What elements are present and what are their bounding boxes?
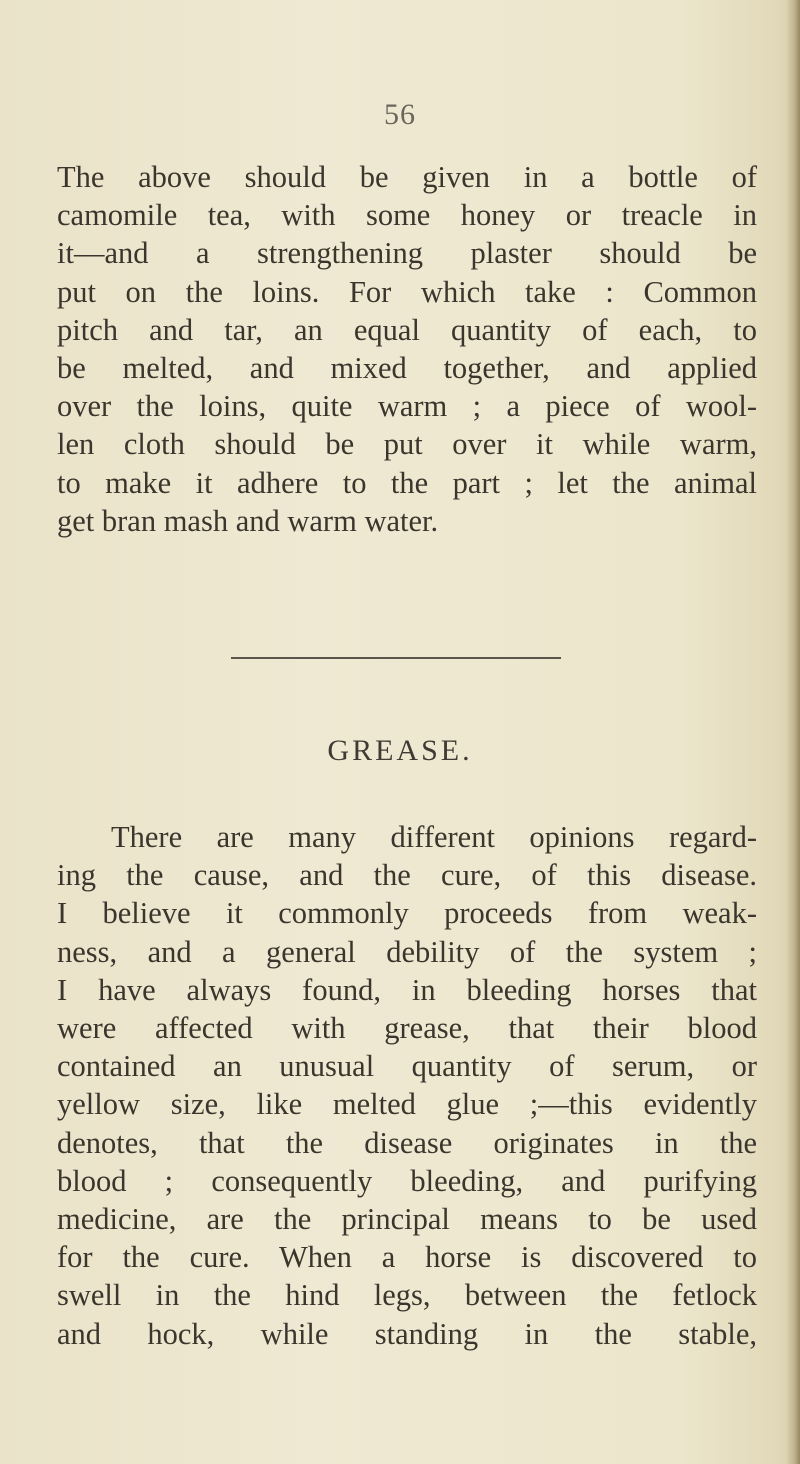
paragraph-line: medicine, are the principal means to be used <box>57 1202 757 1237</box>
paragraph-1 <box>57 158 757 540</box>
paragraph-line: be melted, and mixed together, and applied <box>57 351 757 386</box>
paragraph-line: put on the loins. For which take : Common <box>57 274 757 309</box>
paragraph-line: and hock, while standing in the stable, <box>57 1316 757 1351</box>
paragraph-line: contained an unusual quantity of serum, or <box>57 1049 757 1084</box>
paragraph-line: camomile tea, with some honey or treacle in <box>57 198 757 233</box>
paragraph-line: swell in the hind legs, between the fetlock <box>57 1278 757 1313</box>
paragraph-line: I believe it commonly proceeds from weak- <box>57 896 757 931</box>
paragraph-2 <box>57 818 757 1353</box>
paragraph-line: over the loins, quite warm ; a piece of wool- <box>57 389 757 424</box>
paragraph-line: blood ; consequently bleeding, and purifying <box>57 1163 757 1198</box>
paragraph-line: ness, and a general debility of the system ; <box>57 934 757 969</box>
page-edge-shadow <box>786 0 800 1464</box>
paragraph-line: it—and a strengthening plaster should be <box>57 236 757 271</box>
paragraph-line: to make it adhere to the part ; let the animal <box>57 465 757 500</box>
paragraph-line: pitch and tar, an equal quantity of each, to <box>57 312 757 347</box>
page-number: 56 <box>384 98 416 131</box>
paragraph-line: denotes, that the disease originates in the <box>57 1125 757 1160</box>
paragraph-line: The above should be given in a bottle of <box>57 160 757 194</box>
paragraph-line: len cloth should be put over it while warm, <box>57 427 757 462</box>
paragraph-line: yellow size, like melted glue ;—this evidently <box>57 1087 757 1122</box>
paragraph-line: I have always found, in bleeding horses that <box>57 972 757 1007</box>
paragraph-line: get bran mash and warm water. <box>57 503 439 538</box>
section-divider <box>231 657 561 659</box>
paragraph-line: were affected with grease, that their blood <box>57 1011 757 1046</box>
section-heading: GREASE. <box>327 734 473 767</box>
paragraph-line: for the cure. When a horse is discovered to <box>57 1240 757 1275</box>
paragraph-line: There are many different opinions regard- <box>111 820 757 854</box>
paragraph-line: ing the cause, and the cure, of this disease. <box>57 858 757 893</box>
